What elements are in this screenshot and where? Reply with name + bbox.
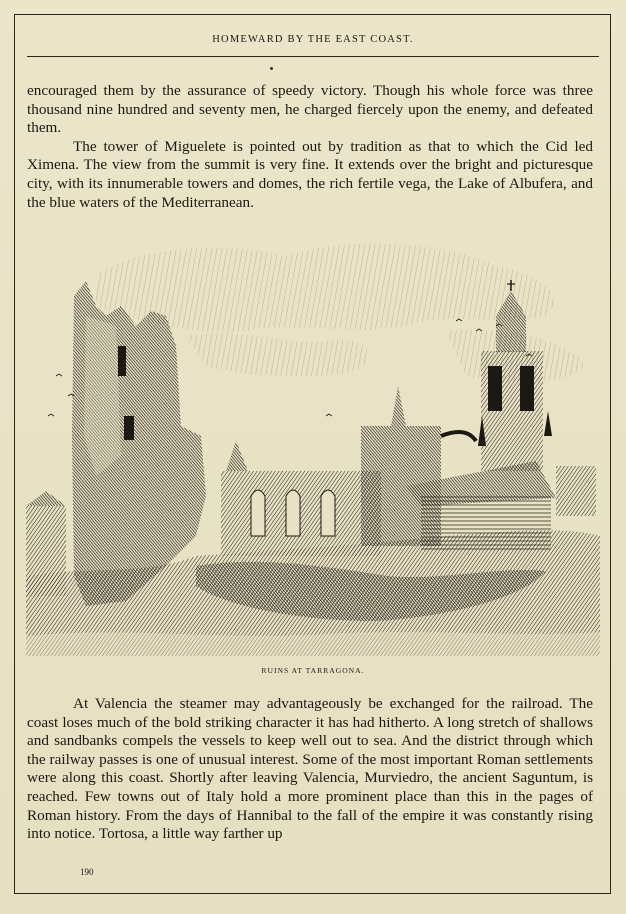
text-block-top (27, 82, 593, 212)
engraving-ruins-at-tarragona (26, 236, 600, 656)
text-block-bottom (27, 695, 593, 844)
paragraph: At Valencia the steamer may advantageously be exchanged for the railroad. The coast loses much of the bold striking character it has had hitherto. A long stretch of shallows and sandbanks compels the vessels to keep well out to sea. And the district through which the railway passes is one of unusual interest. Some of the most important Roman settlements were along this coast. Shortly after leaving Valencia, Murviedro, the ancient Saguntum, is reached. Few towns out of Italy hold a more prominent place than this in the pages of Roman history. From the days of Hannibal to the fall of the empire it was constantly rising into notice. Tortosa, a little way farther up (27, 695, 593, 843)
ornament-dot (270, 67, 273, 70)
paragraph: The tower of Miguelete is pointed out by tradition as that to which the Cid led Ximena. The view from the summit is very fine. It extends over the bright and picturesque city, with its innumerable towers and domes, the rich fertile vega, the Lake of Albufera, and the blue waters of the Mediterranean. (27, 137, 593, 211)
cathedral-nave-ruins (221, 441, 381, 556)
page-number: 190 (80, 867, 94, 877)
figure-caption: RUINS AT TARRAGONA. (261, 666, 365, 675)
ruined-tower (72, 281, 206, 606)
header-rule (27, 56, 599, 57)
paragraph: encouraged them by the assurance of speedy victory. Though his whole force was three thousand nine hundred and seventy men, he charged fiercely upon the enemy, and defeated them. (27, 82, 593, 137)
running-head: HOMEWARD BY THE EAST COAST. (212, 34, 414, 45)
